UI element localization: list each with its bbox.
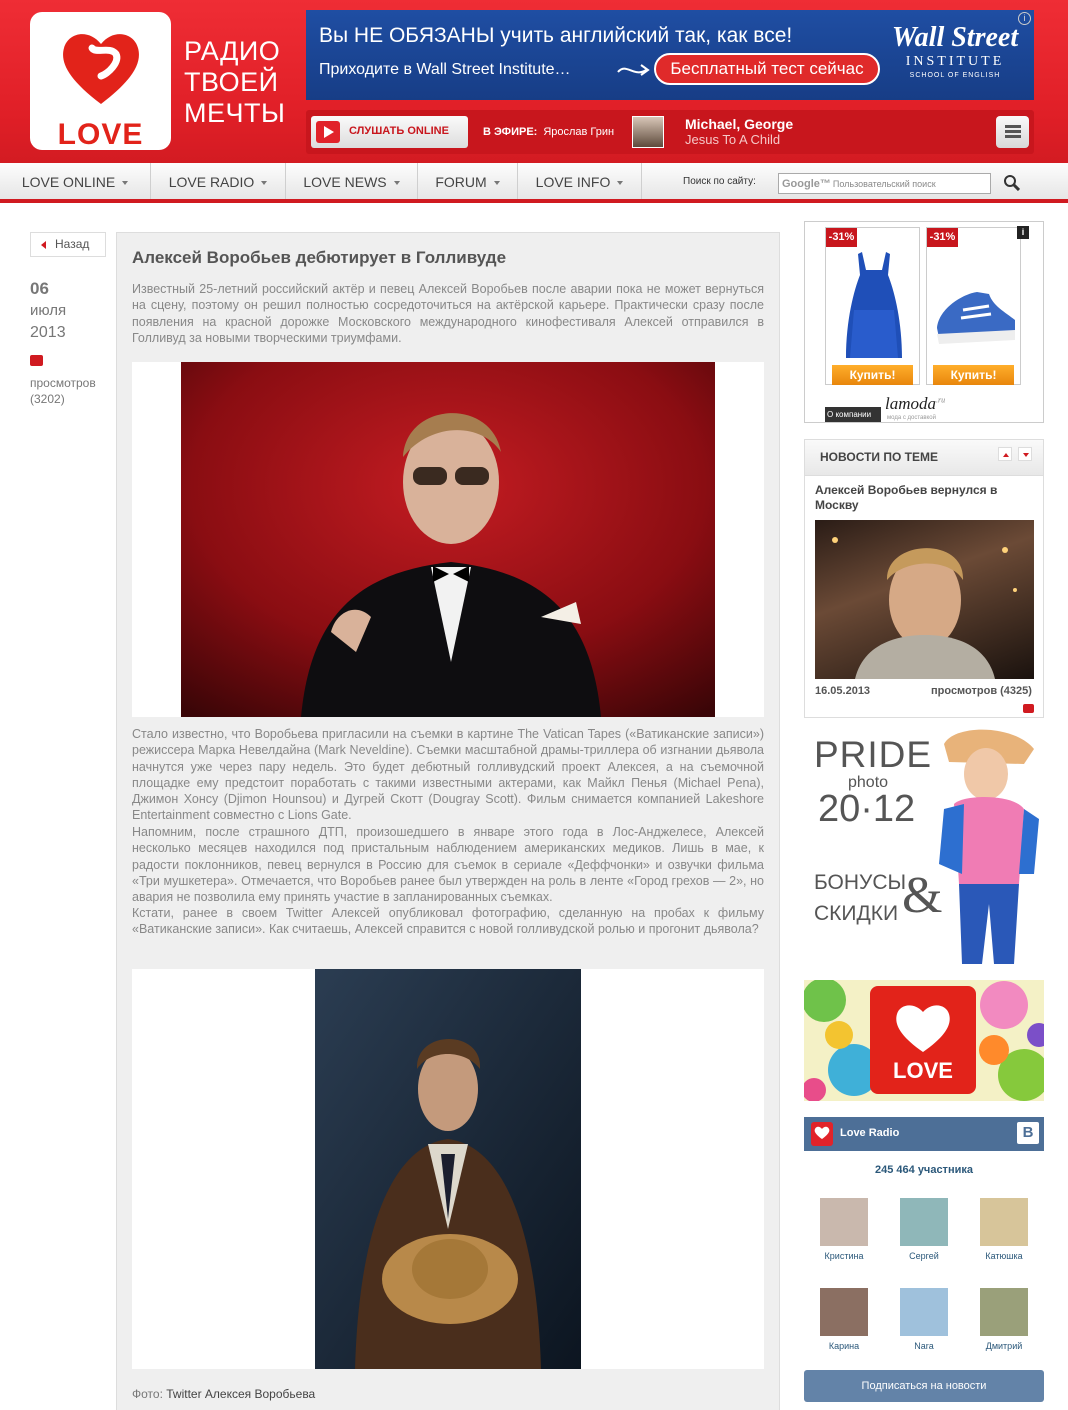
chevron-down-icon [494, 181, 500, 185]
photo-smiling-man [815, 520, 1034, 679]
sneaker-image [933, 288, 1017, 348]
pride-photo-ad[interactable] [804, 724, 1044, 964]
lamoda-ad[interactable] [804, 221, 1044, 423]
search-input[interactable] [778, 173, 991, 194]
vk-group-name[interactable]: Love Radio [840, 1127, 900, 1139]
lamoda-tagline: мода с доставкой [887, 415, 936, 421]
on-air-host[interactable]: Ярослав Грин [543, 126, 615, 138]
playlist-menu-button[interactable] [996, 116, 1029, 148]
nav-love-info[interactable]: LOVE INFO [518, 163, 642, 199]
chevron-down-icon [617, 181, 623, 185]
chevron-down-icon [394, 181, 400, 185]
member-avatar [980, 1198, 1028, 1246]
subscribe-button[interactable]: Подписаться на новости [804, 1370, 1044, 1402]
photo-man-in-tuxedo [181, 362, 715, 717]
related-news-views: просмотров (4325) [931, 685, 1032, 697]
vk-member-count: 245 464 участника [875, 1164, 973, 1176]
vk-member[interactable]: Кристина [814, 1198, 874, 1261]
related-news-date: 16.05.2013 [815, 685, 871, 697]
vk-member[interactable]: Карина [814, 1288, 874, 1351]
pride-discounts: СКИДКИ [814, 902, 899, 925]
arrow-up-icon [999, 448, 1013, 462]
scroll-up-button[interactable] [998, 447, 1012, 461]
nav-forum[interactable]: FORUM [418, 163, 518, 199]
related-news [804, 439, 1044, 718]
nav-love-online[interactable]: LOVE ONLINE [0, 163, 151, 199]
track-title: Jesus To A Child [685, 132, 781, 147]
track-artist: Michael, George [685, 116, 794, 132]
nav-love-news[interactable]: LOVE NEWS [286, 163, 418, 199]
related-news-photo[interactable] [815, 520, 1034, 679]
photo-man-with-hat [315, 969, 581, 1369]
photo-credit-link[interactable]: Twitter Алексея Воробьева [166, 1387, 316, 1401]
search-label: Поиск по сайту: [683, 176, 756, 187]
photo-credit [132, 1387, 315, 1401]
wall-street-ad-banner[interactable] [306, 10, 1034, 100]
tagline-line: ТВОЕЙ [184, 67, 279, 97]
menu-icon [1005, 125, 1021, 128]
heart-icon [811, 1122, 833, 1146]
pride-bonus: БОНУСЫ [814, 871, 907, 894]
article-title: Алексей Воробьев дебютирует в Голливуде [132, 248, 507, 267]
scroll-down-button[interactable] [1018, 447, 1032, 461]
love-banner-word: LOVE [893, 1058, 953, 1083]
pride-photo-label: photo [848, 774, 889, 791]
article-body-1: Стало известно, что Воробьева пригласили на съемки в картине The Vatican Tapes («Ватиканские записи») режиссера Марка Невелдайна (Mark Neveldine). Съемки масштабной драмы-триллера об изгнании дьявола начнутся уже через пару недель. Это будет дебютный голливудский проект Алексея, а на съемочной площадке ему предстоит поработать с такими известными актерами, как Майкл Пенья (Michael Pena), Джимон Хонсу (Djimon Hounsou) и Дугрей Скотт (Dougray Scott). Фильм снимается компанией Lakeshore Entertainment совместно с Lions Gate. [132, 727, 764, 823]
ad-brand-sub2: SCHOOL OF ENGLISH [909, 72, 1001, 79]
vk-header[interactable] [804, 1117, 1044, 1151]
vk-logo-icon: В [1017, 1122, 1039, 1144]
member-avatar [900, 1198, 948, 1246]
lamoda-logo: lamoda$^{.ru}$ [885, 394, 946, 413]
search-placeholder: Пользовательский поиск [832, 179, 936, 189]
views-count: (3202) [30, 392, 65, 406]
tagline-line: РАДИО [184, 36, 281, 66]
dress-image [844, 250, 904, 360]
radio-player-bar [306, 110, 1034, 154]
photo-credit-label: Фото: [132, 1387, 163, 1401]
nav-love-radio[interactable]: LOVE RADIO [151, 163, 286, 199]
buy-button[interactable]: Купить! [832, 365, 913, 385]
chevron-down-icon [261, 181, 267, 185]
site-logo[interactable] [30, 12, 171, 150]
camera-icon [30, 355, 43, 366]
back-button[interactable]: Назад [30, 232, 106, 257]
vk-member[interactable]: Катюшка [974, 1198, 1034, 1261]
ad-subline: Приходите в Wall Street Institute… [319, 61, 571, 78]
model-image [924, 724, 1044, 964]
discount-badge: -31% [826, 228, 857, 247]
chevron-down-icon [122, 181, 128, 185]
article-intro: Известный 25-летний российский актёр и певец Алексей Воробьев после аварии пока не может вернуться на сцену, поэтому он решил полностью сосредоточиться на актёрской карьере. Практически сразу после появления на красной дорожке Московского международного кинофестиваля Алексей отправился в Голливуд за новыми творческими триумфами. [132, 282, 764, 345]
google-label: Google™ [782, 178, 831, 190]
free-test-button[interactable]: Бесплатный тест сейчас [654, 53, 880, 85]
love-radio-banner[interactable] [804, 980, 1044, 1101]
search-icon[interactable] [1003, 174, 1020, 191]
ad-brand: Wall Street [891, 22, 1019, 53]
site-tagline [184, 36, 285, 129]
member-avatar [980, 1288, 1028, 1336]
pride-year: 20·12 [818, 788, 916, 830]
ad-info-icon[interactable]: i [1017, 226, 1029, 239]
article [116, 232, 780, 1410]
article-photo-1 [132, 362, 764, 717]
logo-word: LOVE [57, 118, 144, 151]
date-day: 06 [30, 279, 49, 298]
play-icon [316, 121, 340, 143]
host-avatar [632, 116, 664, 148]
related-news-header: НОВОСТИ ПО ТЕМЕ [805, 440, 1043, 476]
heart-logo-icon [58, 24, 144, 110]
tagline-line: МЕЧТЫ [184, 98, 286, 128]
views-label: просмотров [30, 376, 96, 390]
vk-member[interactable]: Сергей [894, 1198, 954, 1261]
vk-member[interactable]: Дмитрий [974, 1288, 1034, 1351]
buy-button[interactable]: Купить! [933, 365, 1014, 385]
on-air-info [483, 126, 614, 138]
member-avatar [900, 1288, 948, 1336]
vk-widget [804, 1117, 1044, 1410]
ad-info-icon[interactable]: i [1018, 12, 1031, 25]
discount-badge: -31% [927, 228, 958, 247]
listen-online-button[interactable] [311, 116, 468, 148]
listen-online-label: СЛУШАТЬ ONLINE [349, 125, 449, 137]
article-body-2: Напомним, после страшного ДТП, произошедшего в январе этого года в Лос-Анджелесе, Алексей несколько месяцев находился под пристальным наблюдением американских медиков. Лишь в мае, к радости поклонников, певец вернулся в Россию для съемок в сериале «Деффчонки» и озвучки фильма «Три мушкетера». Отмечается, что Воробьев ранее был утвержден на роль в ленте «Город грехов — 2», но авария не позволила ему принять участие в запланированных съемках. [132, 825, 764, 905]
date-month: июля [30, 302, 67, 319]
arrow-down-icon [1019, 448, 1033, 462]
article-body-3: Кстати, ранее в своем Twitter Алексей опубликовал фотографию, сделанную на пробах к фильму «Ватиканские записи». Как считаешь, Алексей справится с новой голливудской ролью и прогонит дьявола? [132, 906, 764, 937]
on-air-label: В ЭФИРЕ: [483, 126, 538, 138]
product-dress[interactable] [825, 227, 920, 385]
pride-amp: & [902, 867, 943, 924]
date-year: 2013 [30, 324, 66, 341]
pride-title: PRIDE [814, 734, 933, 775]
site-header [0, 0, 1068, 163]
vk-member[interactable]: Nara [894, 1288, 954, 1351]
camera-icon [1023, 704, 1034, 713]
article-photo-2 [132, 969, 764, 1369]
about-company-link[interactable]: О компании [825, 407, 881, 422]
ad-brand-sub: INSTITUTE [905, 54, 1005, 69]
member-avatar [820, 1288, 868, 1336]
product-sneaker[interactable] [926, 227, 1021, 385]
member-avatar [820, 1198, 868, 1246]
arrow-right-icon [616, 58, 652, 82]
related-news-title[interactable]: Алексей Воробьев вернулся в Москву [815, 483, 998, 512]
love-radio-small-logo [811, 1122, 833, 1146]
ad-headline: Вы НЕ ОБЯЗАНЫ учить английский так, как все! [319, 24, 793, 47]
